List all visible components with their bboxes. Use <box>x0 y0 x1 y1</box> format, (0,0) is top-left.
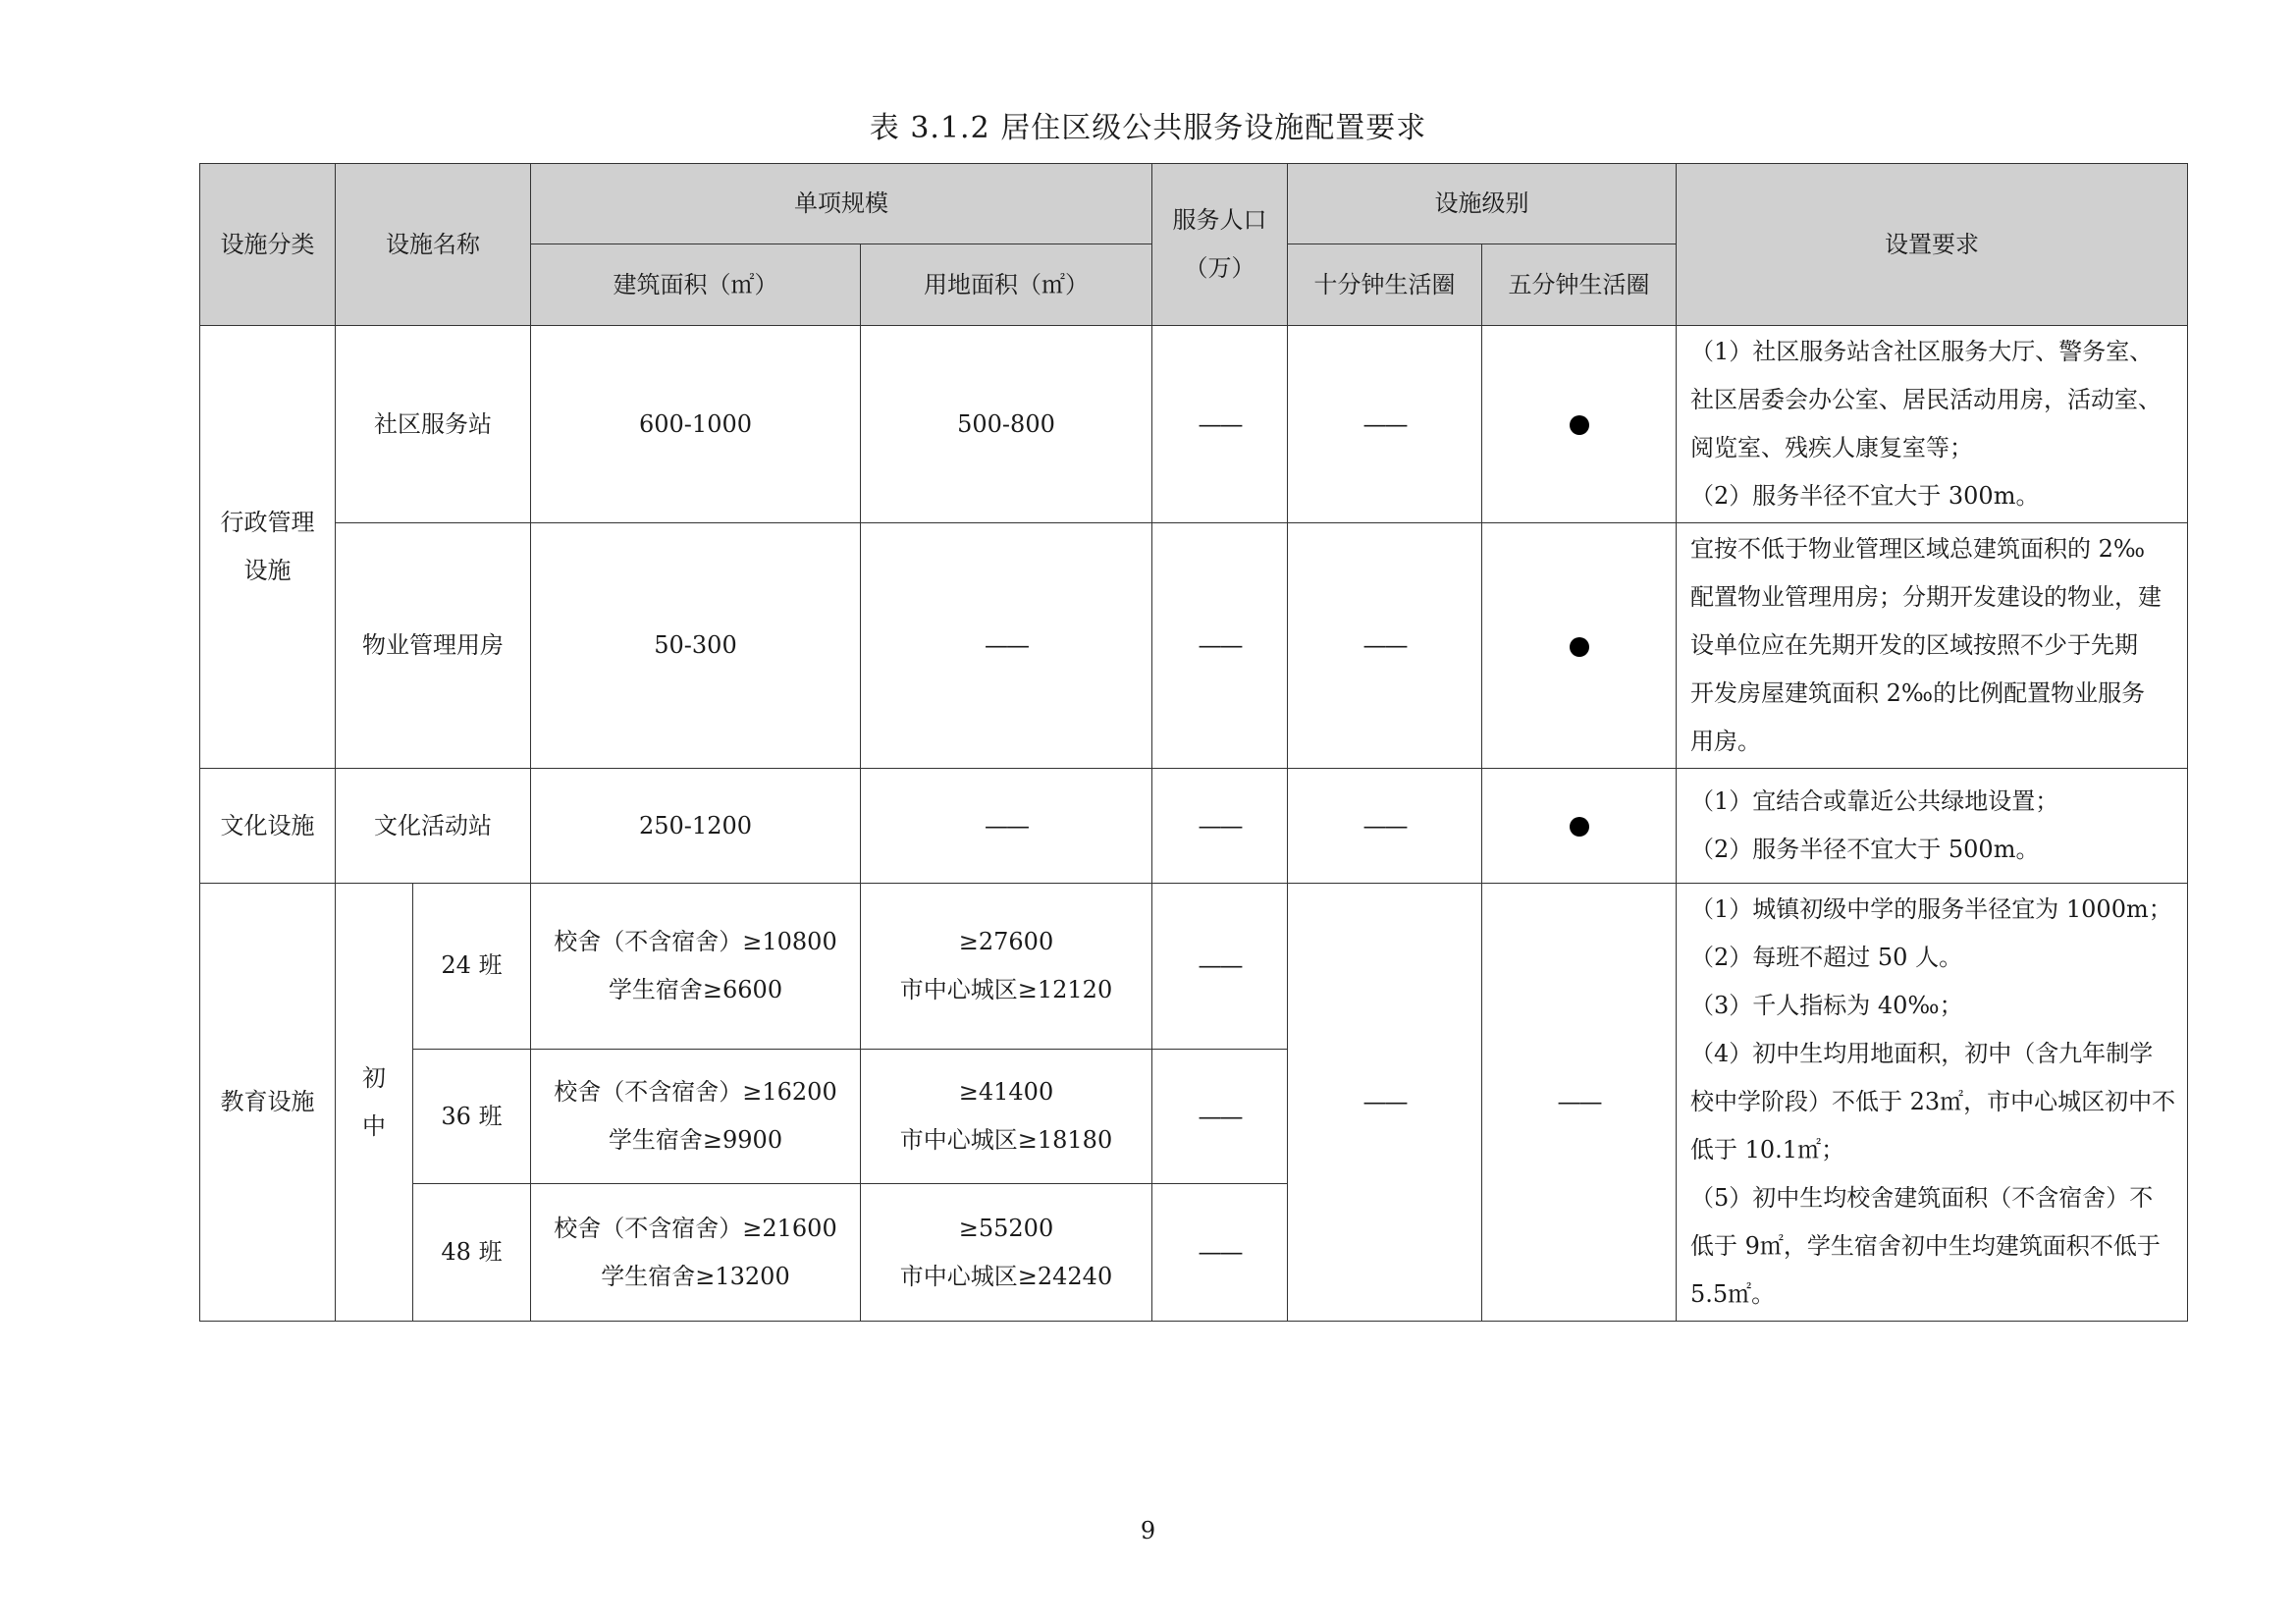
req-line: 宜按不低于物业管理区域总建筑面积的 2‰ <box>1690 535 2146 563</box>
bullet-dot-icon <box>1570 817 1589 837</box>
land-downtown: 市中心城区≥24240 <box>899 1262 1113 1290</box>
population: —— <box>1152 769 1288 884</box>
table-row <box>200 884 2188 1050</box>
land-area: 500-800 <box>861 326 1152 523</box>
req-line: 用房。 <box>1690 728 1761 755</box>
req-line: （2）服务半径不宜大于 300m。 <box>1690 482 2040 510</box>
land-area <box>861 1184 1152 1322</box>
header-five-min: 五分钟生活圈 <box>1482 244 1677 326</box>
category-admin-line2: 设施 <box>243 557 292 584</box>
header-population-label: 服务人口 <box>1172 206 1267 234</box>
land-area: —— <box>861 523 1152 769</box>
ten-min-level: —— <box>1288 523 1482 769</box>
building-school: 校舍（不含宿舍）≥10800 <box>554 927 837 955</box>
building-area <box>531 884 861 1050</box>
land-general: ≥55200 <box>958 1214 1054 1242</box>
req-line: （4）初中生均用地面积，初中（含九年制学 <box>1690 1040 2154 1067</box>
facility-name: 社区服务站 <box>336 326 531 523</box>
requirements <box>1677 884 2188 1322</box>
land-general: ≥41400 <box>958 1078 1054 1107</box>
class-count: 24 班 <box>413 884 531 1050</box>
header-level: 设施级别 <box>1288 164 1677 244</box>
table-row <box>200 523 2188 769</box>
building-dorm: 学生宿舍≥13200 <box>601 1262 790 1290</box>
population: —— <box>1152 1184 1288 1322</box>
category-admin <box>200 326 336 769</box>
facility-table <box>199 163 2188 1322</box>
building-area <box>531 1184 861 1322</box>
class-count: 36 班 <box>413 1049 531 1184</box>
class-count: 48 班 <box>413 1184 531 1322</box>
population: —— <box>1152 523 1288 769</box>
req-line: （1）社区服务站含社区服务大厅、警务室、 <box>1690 338 2154 365</box>
requirements <box>1677 769 2188 884</box>
header-requirements: 设置要求 <box>1677 164 2188 326</box>
req-line: 社区居委会办公室、居民活动用房，活动室、 <box>1690 386 2162 413</box>
requirements <box>1677 523 2188 769</box>
ten-min-level: —— <box>1288 884 1482 1322</box>
page-number: 9 <box>1140 1517 1156 1544</box>
table-row <box>200 769 2188 884</box>
building-area: 250-1200 <box>531 769 861 884</box>
header-name: 设施名称 <box>336 164 531 326</box>
req-line: 低于 9㎡，学生宿舍初中生均建筑面积不低于 <box>1690 1232 2161 1260</box>
facility-name: 物业管理用房 <box>336 523 531 769</box>
sub-category-junior <box>336 884 413 1322</box>
ten-min-level: —— <box>1288 769 1482 884</box>
facility-name: 文化活动站 <box>336 769 531 884</box>
req-line: 配置物业管理用房；分期开发建设的物业，建 <box>1690 583 2162 611</box>
building-area <box>531 1049 861 1184</box>
five-min-level <box>1482 326 1677 523</box>
header-row-1 <box>200 164 2188 244</box>
header-population <box>1152 164 1288 326</box>
header-category: 设施分类 <box>200 164 336 326</box>
building-dorm: 学生宿舍≥6600 <box>608 975 783 1003</box>
requirements <box>1677 326 2188 523</box>
category-education: 教育设施 <box>200 884 336 1322</box>
req-line: 开发房屋建筑面积 2‰的比例配置物业服务 <box>1690 679 2146 707</box>
ten-min-level: —— <box>1288 326 1482 523</box>
req-line: （1）城镇初级中学的服务半径宜为 1000m； <box>1690 895 2172 923</box>
header-building-area: 建筑面积（㎡） <box>531 244 861 326</box>
category-admin-line1: 行政管理 <box>220 509 315 536</box>
five-min-level <box>1482 523 1677 769</box>
population: —— <box>1152 884 1288 1050</box>
building-area: 50-300 <box>531 523 861 769</box>
req-line: 低于 10.1㎡； <box>1690 1136 1845 1164</box>
five-min-level <box>1482 769 1677 884</box>
land-general: ≥27600 <box>958 927 1054 955</box>
header-ten-min: 十分钟生活圈 <box>1288 244 1482 326</box>
req-line: （3）千人指标为 40‰； <box>1690 992 1963 1019</box>
category-culture: 文化设施 <box>200 769 336 884</box>
population: —— <box>1152 326 1288 523</box>
req-line: （1）宜结合或靠近公共绿地设置； <box>1690 787 2059 815</box>
building-dorm: 学生宿舍≥9900 <box>608 1126 783 1155</box>
five-min-level: —— <box>1482 884 1677 1322</box>
land-area <box>861 1049 1152 1184</box>
req-line: 设单位应在先期开发的区域按照不少于先期 <box>1690 631 2138 659</box>
sub-category-char: 中 <box>362 1111 386 1140</box>
building-school: 校舍（不含宿舍）≥21600 <box>554 1214 837 1242</box>
req-line: （2）每班不超过 50 人。 <box>1690 944 1963 971</box>
bullet-dot-icon <box>1570 415 1589 435</box>
building-area: 600-1000 <box>531 326 861 523</box>
req-line: （2）服务半径不宜大于 500m。 <box>1690 836 2040 863</box>
table-title: 表 3.1.2 居住区级公共服务设施配置要求 <box>869 111 1427 145</box>
header-scale: 单项规模 <box>531 164 1152 244</box>
land-area <box>861 884 1152 1050</box>
header-population-unit: （万） <box>1184 254 1255 282</box>
land-downtown: 市中心城区≥12120 <box>899 975 1113 1003</box>
req-line: 5.5㎡。 <box>1690 1280 1776 1308</box>
req-line: （5）初中生均校舍建筑面积（不含宿舍）不 <box>1690 1184 2154 1212</box>
req-line: 校中学阶段）不低于 23㎡，市中心城区初中不 <box>1690 1088 2176 1115</box>
land-area: —— <box>861 769 1152 884</box>
header-land-area: 用地面积（㎡） <box>861 244 1152 326</box>
bullet-dot-icon <box>1570 637 1589 657</box>
land-downtown: 市中心城区≥18180 <box>899 1126 1113 1155</box>
population: —— <box>1152 1049 1288 1184</box>
sub-category-char: 初 <box>362 1063 386 1092</box>
table-row <box>200 326 2188 523</box>
building-school: 校舍（不含宿舍）≥16200 <box>554 1078 837 1107</box>
req-line: 阅览室、残疾人康复室等； <box>1690 434 1973 461</box>
